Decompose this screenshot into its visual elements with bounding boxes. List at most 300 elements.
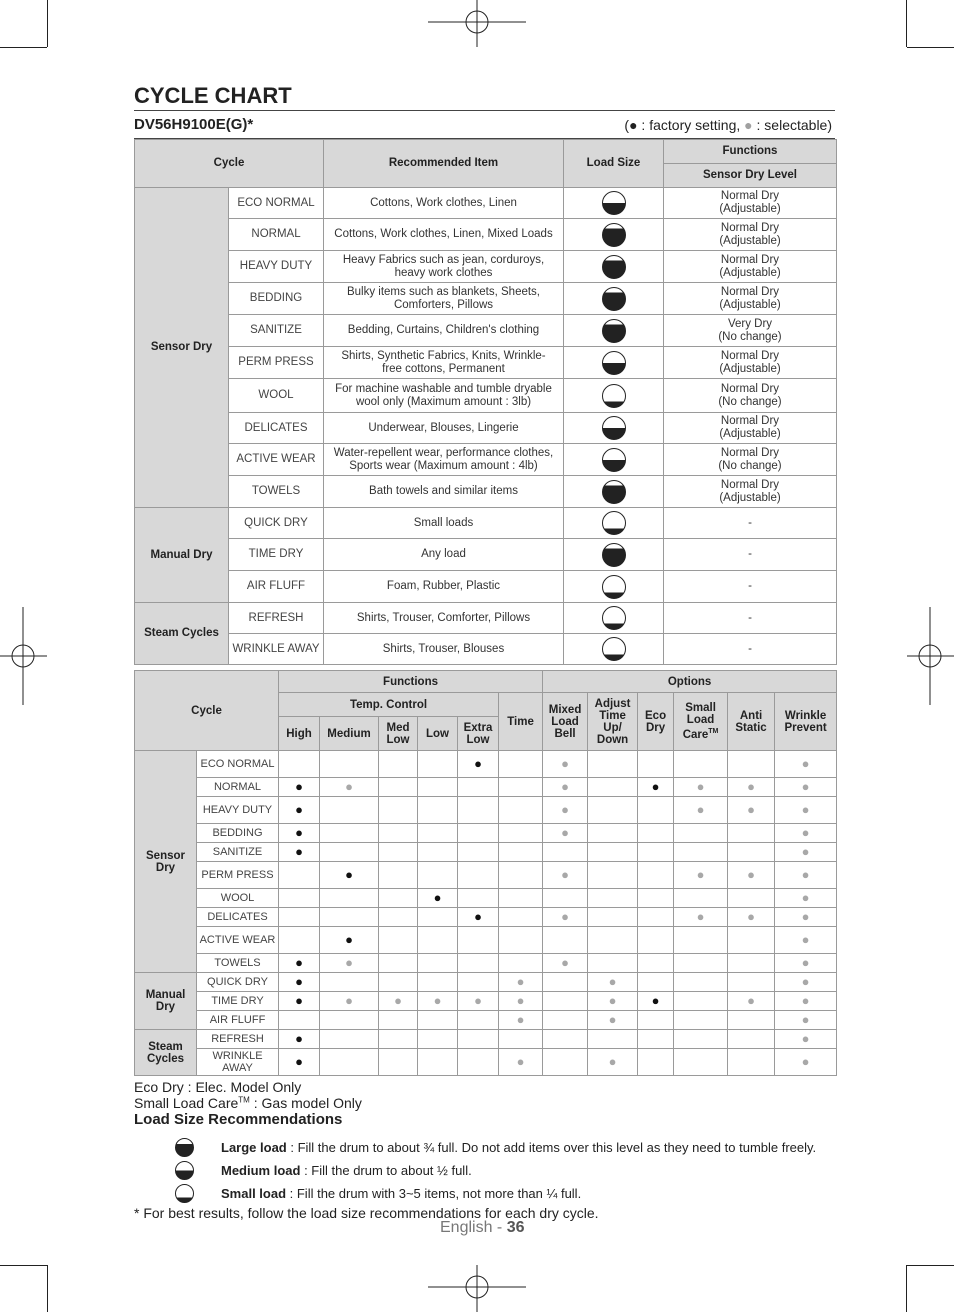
time-cell bbox=[499, 908, 543, 927]
table-row bbox=[135, 508, 837, 539]
table-row bbox=[135, 889, 837, 908]
anti-static-cell bbox=[728, 1030, 775, 1049]
wrinkle-prevent-cell bbox=[775, 889, 837, 908]
small-load-care-cell bbox=[674, 1049, 728, 1076]
adjust-time-cell bbox=[588, 778, 638, 797]
cycle-name: WRINKLE AWAY bbox=[197, 1049, 279, 1076]
group-label: Manual Dry bbox=[135, 973, 197, 1030]
selectable-label: : selectable) bbox=[752, 117, 832, 133]
table-row bbox=[135, 751, 837, 778]
level-line: Normal Dry bbox=[720, 221, 780, 234]
small-load-care-cell bbox=[674, 1030, 728, 1049]
wrinkle-prevent-cell bbox=[775, 797, 837, 824]
time-cell bbox=[499, 1011, 543, 1030]
high-cell bbox=[279, 927, 320, 954]
wrinkle-prevent-cell bbox=[775, 973, 837, 992]
time-cell bbox=[499, 778, 543, 797]
adjust-time-cell bbox=[588, 843, 638, 862]
low-cell bbox=[418, 862, 458, 889]
selectable-icon: ● bbox=[801, 801, 810, 817]
extra-low-cell bbox=[458, 992, 499, 1011]
extra-low-cell bbox=[458, 1011, 499, 1030]
medium-load-icon bbox=[602, 191, 626, 215]
low-cell bbox=[418, 1011, 458, 1030]
selectable-icon: ● bbox=[345, 778, 353, 794]
small-load-care-cell bbox=[674, 927, 728, 954]
cycle-name: TIME DRY bbox=[229, 539, 324, 571]
sensor-dry-level bbox=[664, 283, 837, 315]
header-low: Low bbox=[418, 717, 458, 751]
level-line: Normal Dry bbox=[720, 253, 780, 266]
extra-low-cell bbox=[458, 889, 499, 908]
eco-dry-cell bbox=[638, 797, 674, 824]
selectable-icon: ● bbox=[561, 824, 569, 840]
load-size-cell bbox=[564, 219, 664, 251]
low-cell bbox=[418, 1030, 458, 1049]
selectable-icon: ● bbox=[801, 1011, 810, 1027]
medium-cell bbox=[320, 778, 379, 797]
wrinkle-prevent-cell bbox=[775, 908, 837, 927]
group-label: Manual Dry bbox=[135, 508, 229, 603]
med-low-cell bbox=[379, 1049, 418, 1076]
small-load-note bbox=[134, 1095, 362, 1111]
table-row bbox=[135, 347, 837, 379]
table-row bbox=[135, 539, 837, 571]
med-low-cell bbox=[379, 927, 418, 954]
med-low-cell bbox=[379, 843, 418, 862]
low-cell bbox=[418, 824, 458, 843]
low-cell bbox=[418, 797, 458, 824]
anti-static-cell bbox=[728, 797, 775, 824]
table-row bbox=[135, 1049, 837, 1076]
selectable-icon: ● bbox=[433, 992, 442, 1008]
adjust-time-cell bbox=[588, 1030, 638, 1049]
large-load-icon bbox=[175, 1138, 194, 1157]
factory-setting-icon: ● bbox=[651, 992, 660, 1008]
load-size-cell bbox=[564, 571, 664, 603]
eco-dry-note: Eco Dry : Elec. Model Only bbox=[134, 1079, 302, 1095]
adjust-time-cell bbox=[588, 908, 638, 927]
model-number: DV56H9100E(G)* bbox=[134, 116, 254, 133]
selectable-icon: ● bbox=[801, 824, 810, 840]
group-label: Sensor Dry bbox=[135, 188, 229, 508]
high-cell bbox=[279, 908, 320, 927]
recommended-item: Underwear, Blouses, Lingerie bbox=[324, 413, 564, 444]
cycle-name: TIME DRY bbox=[197, 992, 279, 1011]
anti-static-cell bbox=[728, 954, 775, 973]
legend-open: ( bbox=[624, 117, 630, 133]
header-medium: Medium bbox=[320, 717, 379, 751]
adjust-time-cell bbox=[588, 824, 638, 843]
high-cell bbox=[279, 797, 320, 824]
table-row bbox=[135, 862, 837, 889]
factory-setting-icon: ● bbox=[474, 908, 482, 924]
medium-cell bbox=[320, 889, 379, 908]
header-adjust-time: Adjust Time Up/ Down bbox=[588, 693, 638, 751]
small-load-care-cell bbox=[674, 843, 728, 862]
factory-setting-icon: ● bbox=[345, 931, 353, 947]
sensor-dry-level bbox=[664, 508, 837, 539]
level-line: Normal Dry bbox=[720, 285, 780, 298]
extra-low-cell bbox=[458, 862, 499, 889]
header-eco-dry: Eco Dry bbox=[638, 693, 674, 751]
medium-cell bbox=[320, 751, 379, 778]
anti-static-cell bbox=[728, 751, 775, 778]
cycle-name: QUICK DRY bbox=[197, 973, 279, 992]
recommended-item: Small loads bbox=[324, 508, 564, 539]
adjust-time-cell bbox=[588, 1049, 638, 1076]
header-wrinkle-prevent: Wrinkle Prevent bbox=[775, 693, 837, 751]
low-cell bbox=[418, 843, 458, 862]
high-cell bbox=[279, 1011, 320, 1030]
header-recommended-item: Recommended Item bbox=[324, 140, 564, 188]
wrinkle-prevent-cell bbox=[775, 992, 837, 1011]
eco-dry-cell bbox=[638, 1011, 674, 1030]
high-cell bbox=[279, 1030, 320, 1049]
load-size-cell bbox=[564, 283, 664, 315]
table-row bbox=[135, 927, 837, 954]
small-load-care-label: Small Load Care bbox=[682, 702, 716, 741]
table-row bbox=[135, 251, 837, 283]
selectable-icon: ● bbox=[516, 1053, 525, 1069]
eco-dry-cell bbox=[638, 954, 674, 973]
small-load-care-cell bbox=[674, 824, 728, 843]
mixed-load-bell-cell bbox=[543, 889, 588, 908]
table-row bbox=[135, 283, 837, 315]
header-load-size: Load Size bbox=[564, 140, 664, 188]
cycle-name: ACTIVE WEAR bbox=[197, 927, 279, 954]
level-line: Very Dry bbox=[727, 317, 773, 330]
cycle-name: DELICATES bbox=[197, 908, 279, 927]
selectable-icon: ● bbox=[801, 889, 810, 905]
selectable-icon: ● bbox=[801, 908, 810, 924]
crop-mark bbox=[47, 1265, 48, 1312]
selectable-dot-icon: ● bbox=[744, 117, 753, 133]
cycle-name: SANITIZE bbox=[229, 315, 324, 347]
page-title: CYCLE CHART bbox=[134, 83, 292, 108]
wrinkle-prevent-cell bbox=[775, 1030, 837, 1049]
header-options: Options bbox=[543, 671, 837, 693]
med-low-cell bbox=[379, 862, 418, 889]
adjust-time-cell bbox=[588, 1011, 638, 1030]
registration-mark-top bbox=[428, 0, 526, 47]
table-row bbox=[135, 413, 837, 444]
factory-setting-icon: ● bbox=[295, 954, 303, 970]
table-row bbox=[135, 778, 837, 797]
cycle-name: WRINKLE AWAY bbox=[229, 634, 324, 665]
factory-dot-icon: ● bbox=[629, 117, 638, 133]
selectable-icon: ● bbox=[747, 908, 755, 924]
load-size-cell bbox=[564, 347, 664, 379]
selectable-icon: ● bbox=[516, 1011, 525, 1027]
low-cell bbox=[418, 1049, 458, 1076]
level-line: Normal Dry bbox=[720, 415, 780, 427]
mixed-load-bell-cell bbox=[543, 927, 588, 954]
mixed-load-bell-cell bbox=[543, 1030, 588, 1049]
eco-dry-cell bbox=[638, 908, 674, 927]
eco-dry-cell bbox=[638, 862, 674, 889]
med-low-cell bbox=[379, 1030, 418, 1049]
anti-static-cell bbox=[728, 973, 775, 992]
anti-static-cell bbox=[728, 843, 775, 862]
level-line: (Adjustable) bbox=[719, 234, 781, 247]
large-load-icon bbox=[602, 255, 626, 279]
wrinkle-prevent-cell bbox=[775, 751, 837, 778]
medium-cell bbox=[320, 862, 379, 889]
cycle-name: QUICK DRY bbox=[229, 508, 324, 539]
sensor-dry-level bbox=[664, 444, 837, 476]
table-row bbox=[135, 797, 837, 824]
small-load-note-suffix: : Gas model Only bbox=[249, 1095, 362, 1111]
best-results-note: * For best results, follow the load size recommendations for each dry cycle. bbox=[134, 1205, 599, 1221]
low-cell bbox=[418, 927, 458, 954]
footer-language: English - bbox=[440, 1219, 507, 1236]
level-line: - bbox=[748, 642, 752, 655]
table-row bbox=[135, 1030, 837, 1049]
table-row bbox=[135, 908, 837, 927]
mixed-load-bell-cell bbox=[543, 797, 588, 824]
wrinkle-prevent-cell bbox=[775, 778, 837, 797]
level-line: - bbox=[748, 516, 752, 529]
extra-low-cell bbox=[458, 1030, 499, 1049]
eco-dry-cell bbox=[638, 927, 674, 954]
table-row bbox=[135, 571, 837, 603]
selectable-icon: ● bbox=[394, 992, 402, 1008]
factory-setting-icon: ● bbox=[345, 866, 353, 882]
cycle-name: NORMAL bbox=[197, 778, 279, 797]
medium-cell bbox=[320, 843, 379, 862]
anti-static-cell bbox=[728, 1049, 775, 1076]
adjust-time-cell bbox=[588, 927, 638, 954]
selectable-icon: ● bbox=[561, 908, 569, 924]
medium-load-label: Medium load bbox=[221, 1163, 301, 1178]
level-line: (Adjustable) bbox=[719, 203, 781, 215]
large-load-icon bbox=[602, 223, 626, 247]
selectable-icon: ● bbox=[801, 954, 810, 970]
selectable-icon: ● bbox=[801, 1053, 810, 1069]
table-row bbox=[135, 992, 837, 1011]
factory-setting-icon: ● bbox=[295, 801, 303, 817]
mixed-load-bell-cell bbox=[543, 973, 588, 992]
eco-dry-cell bbox=[638, 889, 674, 908]
trademark-mark: TM bbox=[238, 1095, 250, 1105]
recommended-item: For machine washable and tumble dryable wool only (Maximum amount : 3lb) bbox=[324, 379, 564, 413]
extra-low-cell bbox=[458, 927, 499, 954]
medium-cell bbox=[320, 1049, 379, 1076]
level-line: (No change) bbox=[718, 459, 782, 472]
factory-setting-icon: ● bbox=[295, 992, 303, 1008]
mixed-load-bell-cell bbox=[543, 954, 588, 973]
mixed-load-bell-cell bbox=[543, 824, 588, 843]
crop-mark bbox=[907, 1265, 954, 1266]
table-row bbox=[135, 843, 837, 862]
table-row bbox=[135, 219, 837, 251]
selectable-icon: ● bbox=[561, 954, 569, 970]
level-line: Normal Dry bbox=[720, 349, 780, 362]
high-cell bbox=[279, 889, 320, 908]
extra-low-cell bbox=[458, 778, 499, 797]
selectable-icon: ● bbox=[474, 992, 482, 1008]
small-load-care-cell bbox=[674, 889, 728, 908]
cycle-name: WOOL bbox=[197, 889, 279, 908]
title-rule bbox=[134, 110, 835, 111]
cycle-name: REFRESH bbox=[197, 1030, 279, 1049]
mixed-load-bell-cell bbox=[543, 1049, 588, 1076]
med-low-cell bbox=[379, 992, 418, 1011]
medium-load-icon bbox=[175, 1161, 194, 1180]
load-size-cell bbox=[564, 539, 664, 571]
sensor-dry-level bbox=[664, 571, 837, 603]
medium-load-icon bbox=[602, 448, 626, 472]
time-cell bbox=[499, 1049, 543, 1076]
mixed-load-bell-cell bbox=[543, 751, 588, 778]
low-cell bbox=[418, 973, 458, 992]
table-row bbox=[135, 188, 837, 219]
selectable-icon: ● bbox=[608, 992, 617, 1008]
medium-load-icon bbox=[602, 351, 626, 375]
small-load-care-cell bbox=[674, 862, 728, 889]
selectable-icon: ● bbox=[608, 1053, 617, 1069]
cycle-name: PERM PRESS bbox=[229, 347, 324, 379]
cycle-name: AIR FLUFF bbox=[197, 1011, 279, 1030]
extra-low-cell bbox=[458, 1049, 499, 1076]
cycle-name: NORMAL bbox=[229, 219, 324, 251]
med-low-cell bbox=[379, 1011, 418, 1030]
selectable-icon: ● bbox=[561, 866, 569, 882]
anti-static-cell bbox=[728, 992, 775, 1011]
selectable-icon: ● bbox=[801, 992, 810, 1008]
small-load-care-cell bbox=[674, 908, 728, 927]
level-line: (No change) bbox=[718, 330, 782, 343]
crop-mark bbox=[47, 0, 48, 47]
cycle-name: ACTIVE WEAR bbox=[229, 444, 324, 476]
cycle-name: BEDDING bbox=[229, 283, 324, 315]
level-line: - bbox=[748, 548, 752, 560]
small-load-icon bbox=[602, 575, 626, 599]
level-line: - bbox=[748, 611, 752, 624]
wrinkle-prevent-cell bbox=[775, 843, 837, 862]
eco-dry-cell bbox=[638, 1030, 674, 1049]
wrinkle-prevent-cell bbox=[775, 927, 837, 954]
level-line: Normal Dry bbox=[720, 190, 780, 202]
medium-cell bbox=[320, 973, 379, 992]
medium-cell bbox=[320, 992, 379, 1011]
adjust-time-cell bbox=[588, 797, 638, 824]
mixed-load-bell-cell bbox=[543, 908, 588, 927]
large-load-icon bbox=[602, 480, 626, 504]
selectable-icon: ● bbox=[801, 973, 810, 989]
small-load-label: Small load bbox=[221, 1186, 287, 1201]
adjust-time-cell bbox=[588, 992, 638, 1011]
wrinkle-prevent-cell bbox=[775, 1049, 837, 1076]
time-cell bbox=[499, 797, 543, 824]
factory-setting-icon: ● bbox=[295, 1030, 303, 1046]
table-row bbox=[135, 824, 837, 843]
high-cell bbox=[279, 824, 320, 843]
factory-setting-icon: ● bbox=[295, 1053, 303, 1069]
recommended-item: Cottons, Work clothes, Linen, Mixed Loads bbox=[324, 219, 564, 251]
anti-static-cell bbox=[728, 927, 775, 954]
time-cell bbox=[499, 824, 543, 843]
adjust-time-cell bbox=[588, 751, 638, 778]
sensor-dry-level bbox=[664, 539, 837, 571]
recommended-item: Foam, Rubber, Plastic bbox=[324, 571, 564, 603]
medium-cell bbox=[320, 908, 379, 927]
large-load-icon bbox=[602, 287, 626, 311]
eco-dry-cell bbox=[638, 751, 674, 778]
selectable-icon: ● bbox=[747, 992, 755, 1008]
crop-mark bbox=[907, 47, 954, 48]
small-load-text: : Fill the drum with 3~5 items, not more than ¼ full. bbox=[286, 1186, 582, 1201]
selectable-icon: ● bbox=[696, 866, 705, 882]
recommended-item: Heavy Fabrics such as jean, corduroys, heavy work clothes bbox=[324, 251, 564, 283]
selectable-icon: ● bbox=[801, 1030, 810, 1046]
medium-load-text: : Fill the drum to about ½ full. bbox=[300, 1163, 472, 1178]
medium-load-icon bbox=[602, 416, 626, 440]
load-size-cell bbox=[564, 508, 664, 539]
load-size-cell bbox=[564, 444, 664, 476]
sensor-dry-level bbox=[664, 379, 837, 413]
cycle-recommendation-table bbox=[134, 139, 837, 665]
time-cell bbox=[499, 1030, 543, 1049]
table-row bbox=[135, 379, 837, 413]
high-cell bbox=[279, 973, 320, 992]
recommended-item: Shirts, Synthetic Fabrics, Knits, Wrinkle-free cottons, Permanent bbox=[324, 347, 564, 379]
sensor-dry-level bbox=[664, 219, 837, 251]
wrinkle-prevent-cell bbox=[775, 954, 837, 973]
table-row bbox=[135, 315, 837, 347]
sensor-dry-level bbox=[664, 315, 837, 347]
group-label: Sensor Dry bbox=[135, 751, 197, 973]
high-cell bbox=[279, 992, 320, 1011]
selectable-icon: ● bbox=[516, 973, 525, 989]
recommended-item: Water-repellent wear, performance clothes, Sports wear (Maximum amount : 4lb) bbox=[324, 444, 564, 476]
selectable-icon: ● bbox=[696, 908, 705, 924]
eco-dry-cell bbox=[638, 843, 674, 862]
header-mixed-load-bell: Mixed Load Bell bbox=[543, 693, 588, 751]
cycle-name: ECO NORMAL bbox=[197, 751, 279, 778]
anti-static-cell bbox=[728, 1011, 775, 1030]
time-cell bbox=[499, 973, 543, 992]
large-load-text: : Fill the drum to about ¾ full. Do not add items over this level as they need to tumble freely. bbox=[286, 1140, 817, 1155]
load-size-cell bbox=[564, 315, 664, 347]
anti-static-cell bbox=[728, 824, 775, 843]
recommended-item: Any load bbox=[324, 539, 564, 571]
header-med-low: Med Low bbox=[379, 717, 418, 751]
factory-setting-icon: ● bbox=[651, 778, 660, 794]
table-row bbox=[135, 954, 837, 973]
medium-cell bbox=[320, 1030, 379, 1049]
time-cell bbox=[499, 751, 543, 778]
level-line: Normal Dry bbox=[720, 446, 780, 459]
small-load-care-cell bbox=[674, 751, 728, 778]
small-load-care-cell bbox=[674, 778, 728, 797]
extra-low-cell bbox=[458, 824, 499, 843]
med-low-cell bbox=[379, 954, 418, 973]
eco-dry-cell bbox=[638, 824, 674, 843]
selectable-icon: ● bbox=[561, 801, 569, 817]
adjust-time-cell bbox=[588, 973, 638, 992]
cycle-name: TOWELS bbox=[229, 476, 324, 508]
selectable-icon: ● bbox=[747, 801, 755, 817]
med-low-cell bbox=[379, 778, 418, 797]
crop-mark bbox=[0, 47, 47, 48]
selectable-icon: ● bbox=[608, 1011, 617, 1027]
selectable-icon: ● bbox=[345, 954, 353, 970]
sensor-dry-level bbox=[664, 476, 837, 508]
crop-mark bbox=[906, 0, 907, 47]
header-extra-low: Extra Low bbox=[458, 717, 499, 751]
